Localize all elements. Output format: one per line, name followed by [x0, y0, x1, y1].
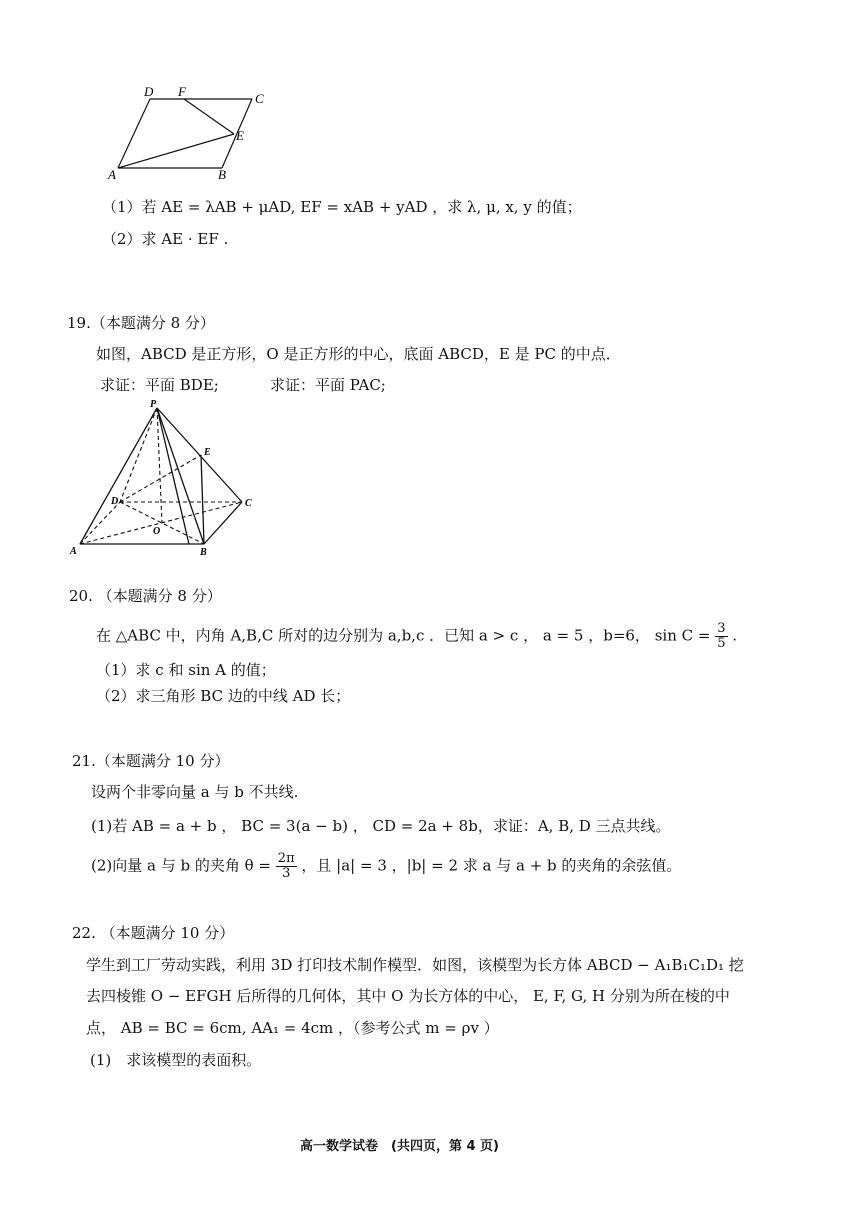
q20-fraction	[715, 622, 727, 651]
edge-eb	[201, 455, 204, 544]
q21-frac-denominator: 3	[282, 866, 291, 881]
q21-part1: (1)若 AB = a + b ， BC = 3(a − b) ， CD = 2a + 8b，求证：A, B, D 三点共线。	[91, 817, 671, 835]
q19-line2b: 求证：平面 PAC;	[270, 376, 386, 394]
q22-part1: (1) 求该模型的表面积。	[90, 1051, 262, 1069]
label-p: P	[150, 399, 157, 410]
q20-part1: （1）求 c 和 sin A 的值；	[96, 661, 276, 679]
q19-heading: 19.（本题满分 8 分）	[67, 314, 215, 332]
q18-part2: （2）求 AE · EF .	[102, 230, 229, 248]
q21-line1: 设两个非零向量 a 与 b 不共线.	[91, 783, 299, 801]
label-e: E	[204, 447, 211, 458]
label-a: A	[108, 167, 116, 182]
q20-line1-text: 在 △ABC 中，内角 A,B,C 所对的边分别为 a,b,c ．已知 a > c ， a = 5 ，b=6， sin C =	[96, 626, 711, 645]
q21-fraction	[276, 852, 297, 881]
label-c: C	[245, 498, 252, 509]
label-b: B	[200, 547, 207, 558]
figure-19-pyramid	[64, 398, 264, 558]
q20-line1	[96, 622, 737, 651]
edge-p-ab-interior	[157, 408, 189, 544]
q18-part1: （1）若 AE = λAB + μAD, EF = xAB + yAD ，求 λ, μ, x, y 的值；	[102, 198, 582, 216]
edge-pd-hidden	[120, 408, 157, 502]
q20-line1-end: .	[732, 626, 738, 645]
q21-part2-end: ，且 |a| = 3 ，|b| = 2 求 a 与 a + b 的夹角的余弦值。	[301, 856, 682, 875]
label-a: A	[70, 546, 77, 557]
q20-frac-denominator: 5	[717, 636, 726, 651]
q22-heading: 22. （本题满分 10 分）	[72, 924, 235, 942]
edge-bc	[204, 502, 242, 544]
label-d: D	[144, 84, 154, 99]
q19-line1: 如图，ABCD 是正方形，O 是正方形的中心，底面 ABCD，E 是 PC 的中点．	[96, 345, 621, 363]
label-f: F	[178, 84, 186, 99]
q21-part2-text: (2)向量 a 与 b 的夹角 θ =	[91, 856, 272, 875]
q21-part2	[91, 852, 681, 881]
q20-frac-numerator: 3	[717, 621, 726, 636]
q22-line2: 去四棱锥 O − EFGH 后所得的几何体，其中 O 为长方体的中心， E, F, G, H 分别为所在棱的中	[86, 987, 730, 1005]
label-b: B	[218, 167, 226, 182]
edge-ad	[118, 99, 150, 168]
figure-18-parallelogram	[100, 82, 280, 182]
q22-line3: 点， AB = BC = 6cm, AA₁ = 4cm ，（参考公式 m = ρv ）	[86, 1019, 499, 1037]
segment-ae	[118, 134, 234, 168]
edge-pc	[157, 408, 242, 502]
label-o: O	[153, 526, 161, 537]
q20-heading: 20. （本题满分 8 分）	[69, 587, 222, 605]
q22-line1: 学生到工厂劳动实践，利用 3D 打印技术制作模型．如图，该模型为长方体 ABCD − A₁B₁C₁D₁ 挖	[86, 956, 744, 974]
segment-fe	[184, 99, 234, 134]
q21-frac-numerator: 2π	[277, 851, 295, 866]
label-e: E	[236, 128, 244, 143]
label-d: D	[111, 496, 119, 507]
q19-line2a: 求证：平面 BDE;	[100, 376, 219, 394]
page-footer: 高一数学试卷 (共四页，第 4 页)	[300, 1139, 499, 1154]
label-c: C	[255, 91, 264, 106]
edge-pa	[80, 408, 157, 544]
q21-heading: 21.（本题满分 10 分）	[72, 752, 230, 770]
q20-part2: （2）求三角形 BC 边的中线 AD 长；	[96, 687, 351, 705]
